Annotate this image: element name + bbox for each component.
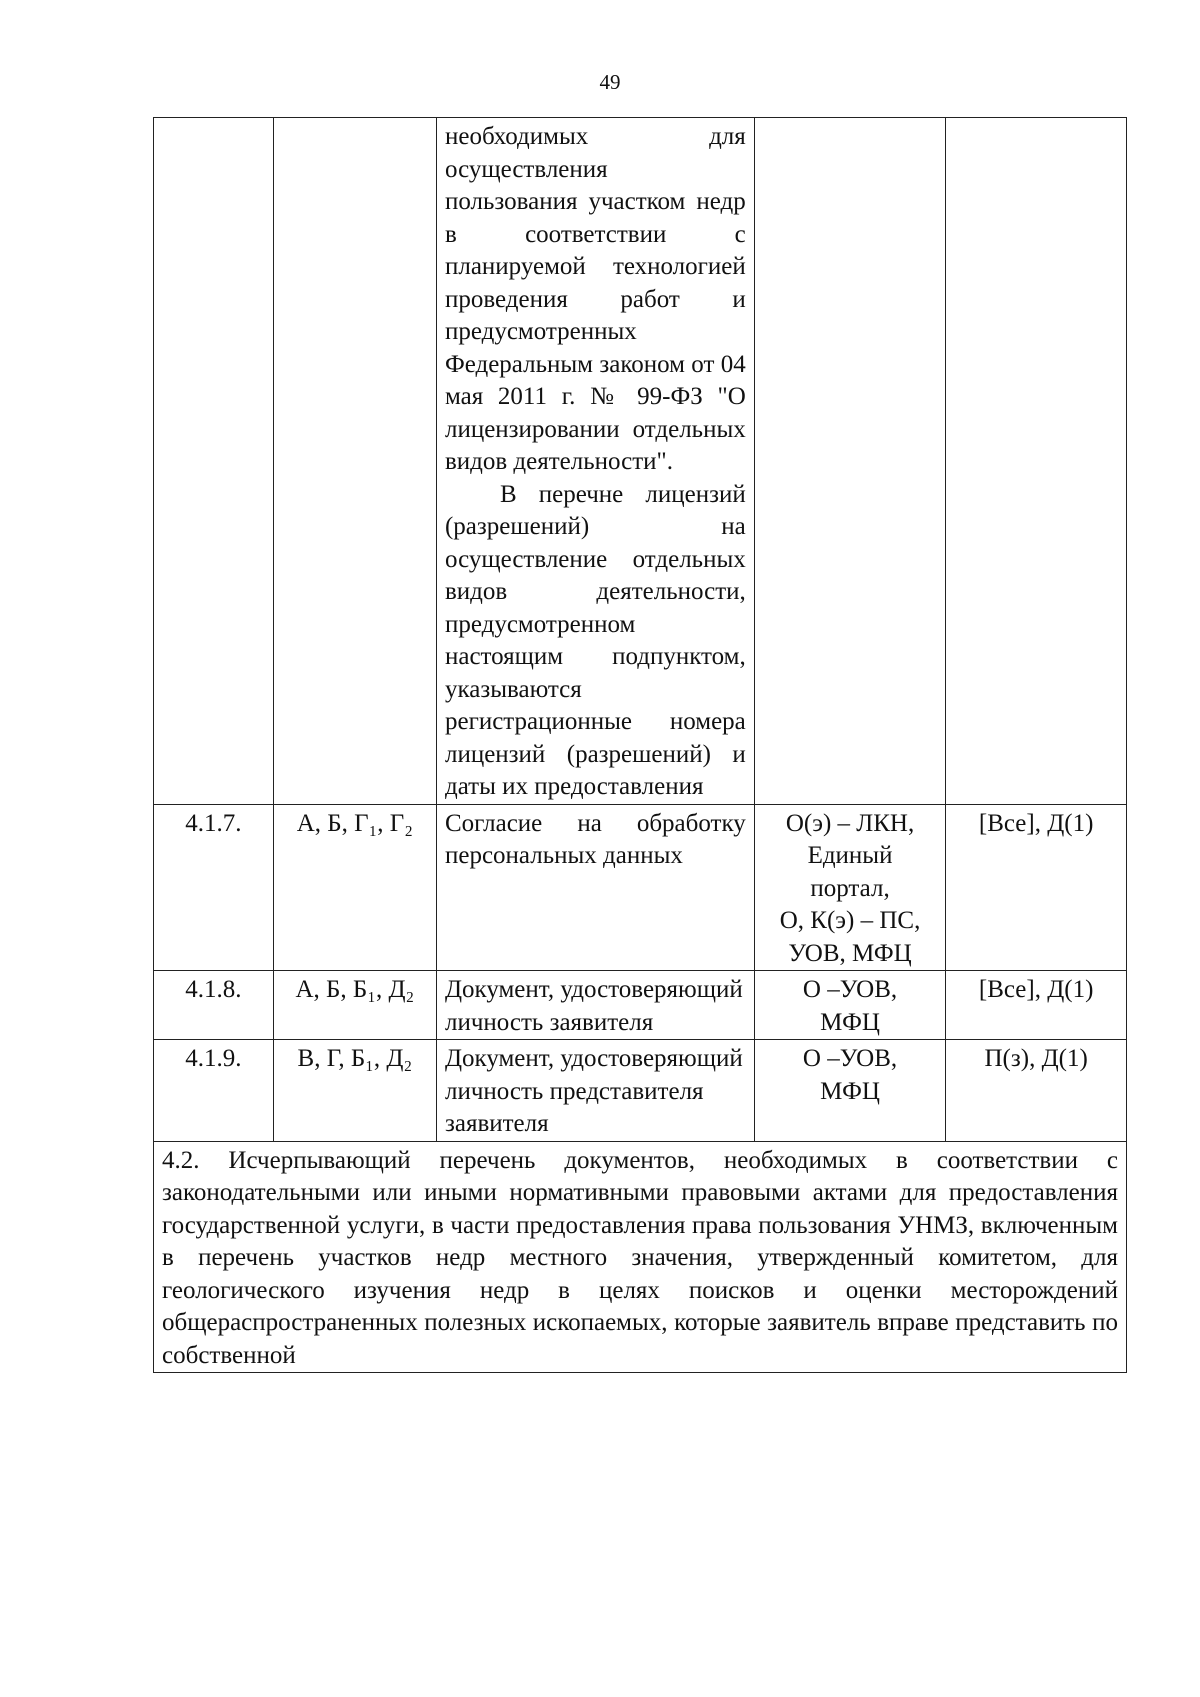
row-category: А, Б, Б₁, Д₂ xyxy=(273,971,436,1040)
row-source xyxy=(754,971,946,1040)
cell-category xyxy=(273,118,436,805)
source-line: О –УОВ, xyxy=(802,1045,898,1072)
row-document: Документ, удостоверяющий личность заявителя xyxy=(436,971,754,1040)
row-document: Документ, удостоверяющий личность представителя заявителя xyxy=(436,1040,754,1142)
table-row xyxy=(154,1040,1127,1142)
cell-source xyxy=(754,118,946,805)
source-line: О(э) – ЛКН, xyxy=(785,809,915,837)
row-document: Согласие на обработку персональных данных xyxy=(436,804,754,971)
cell-verification xyxy=(946,118,1127,805)
continuation-paragraph: необходимых для осуществления пользования участком недр в соответствии с планируемой технологией проведения работ и предусмотренных Федеральным законом от 04 мая 2011 г. № 99-ФЗ "О лицензировании отдельных видов деятельности". xyxy=(444,123,746,475)
row-source xyxy=(754,1040,946,1142)
continuation-paragraph: В перечне лицензий (разрешений) на осуществление отдельных видов деятельности, предусмотренном настоящим подпунктом, указываются регистрационные номера лицензий (разрешений) и даты их предоставления xyxy=(444,480,746,800)
row-number: 4.1.7. xyxy=(154,804,274,971)
table-row-continuation xyxy=(154,118,1127,805)
source-line: О, К(э) – ПС, xyxy=(779,907,921,934)
source-line: Единый xyxy=(807,842,893,869)
documents-table xyxy=(153,117,1127,1373)
table-row-section xyxy=(154,1141,1127,1373)
cell-document xyxy=(436,118,754,805)
cell-number xyxy=(154,118,274,805)
source-line: МФЦ xyxy=(820,1077,880,1105)
row-source xyxy=(754,804,946,971)
row-category: А, Б, Г₁, Г₂ xyxy=(273,804,436,971)
source-line: портал, xyxy=(810,874,890,902)
page-number: 49 xyxy=(599,70,621,94)
source-line: УОВ, МФЦ xyxy=(788,939,912,967)
table-row xyxy=(154,971,1127,1040)
row-number: 4.1.9. xyxy=(154,1040,274,1142)
row-verification: [Все], Д(1) xyxy=(946,971,1127,1040)
table-row xyxy=(154,804,1127,971)
section-heading: 4.2. Исчерпывающий перечень документов, необходимых в соответствии с законодательными или иными нормативными правовыми актами для предоставления государственной услуги, в части предоставления права пользования УНМЗ, включенным в перечень участков недр местного значения, утвержденный комитетом, для геологического изучения недр в целях поисков и оценки месторождений общераспространенных полезных ископаемых, которые заявитель вправе представить по собственной xyxy=(154,1141,1127,1373)
row-verification: П(з), Д(1) xyxy=(946,1040,1127,1142)
source-line: О –УОВ, xyxy=(802,976,898,1003)
row-number: 4.1.8. xyxy=(154,971,274,1040)
row-verification: [Все], Д(1) xyxy=(946,804,1127,971)
source-line: МФЦ xyxy=(820,1008,880,1036)
row-category: В, Г, Б₁, Д₂ xyxy=(273,1040,436,1142)
